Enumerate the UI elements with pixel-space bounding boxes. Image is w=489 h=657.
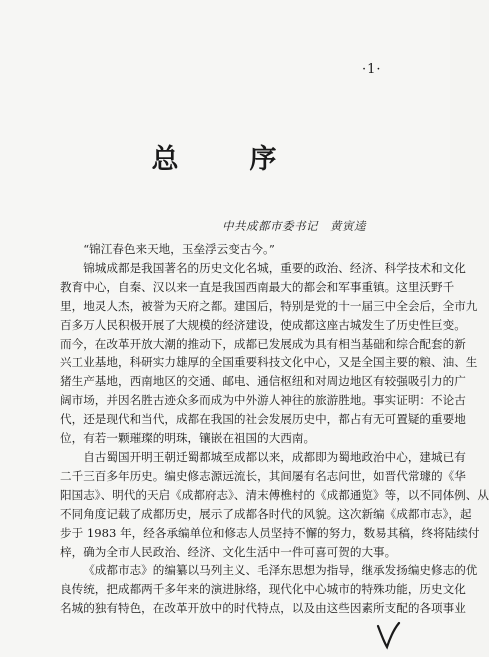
paragraph [60,448,489,561]
text-line: 猪生产基地，西南地区的交通、邮电、通信枢纽和对周边地区有较强吸引力的广 [60,374,466,389]
paragraph [60,561,478,618]
page-title: 总 序 [151,144,299,175]
text-line: 锦城成都是我国著名的历史文化名城，重要的政治、经济、科学技术和文化 [83,260,466,275]
text-line: 良传统，把成都两千多年来的演进脉络，现代化中心城市的特殊功能，历史文化 [60,582,466,597]
body-text [60,240,489,618]
text-line: 梓，确为全市人民政治、经济、文化生活中一件可喜可贺的大事。 [60,544,397,559]
text-line: 自古蜀国开明王朝迁蜀都城至成都以来，成都即为蜀地政治中心，建城已有 [83,449,466,464]
text-line: 代，还是现代和当代，成都在我国的社会发展历史中，都占有无可置疑的重要地 [60,412,466,427]
text-line: 二千三百多年历史。编史修志源远流长，其间屡有名志问世，如晋代常璩的《华 [60,468,466,483]
text-line: 阔市场，并因名胜古迹众多而成为中外游人神往的旅游胜地。事实证明：不论古 [60,393,466,408]
text-line: 百多万人民积极开展了大规模的经济建设，使成都这座古城发生了历史性巨变。 [60,317,466,332]
text-line: 教育中心，自秦、汉以来一直是我国西南最大的都会和军事重镇。这里沃野千 [60,279,455,294]
text-line: “锦江春色来天地，玉垒浮云变古今。” [83,242,275,256]
paragraph [60,240,388,259]
text-line: 位，有若一颗璀璨的明珠，镶嵌在祖国的大西南。 [60,431,316,446]
text-line: 名城的独有特色，在改革开放中的时代特点，以及由这些因素所支配的各项事业 [60,601,466,616]
paragraph [60,259,478,448]
text-line: 步于 1983 年，经各承编单位和修志人员坚持不懈的努力，数易其稿，终将陆续付 [60,525,480,540]
text-line: 《成都市志》的编纂以马列主义、毛泽东思想为指导，继承发扬编史修志的优 [83,563,478,578]
text-line: 而今，在改革开放大潮的推动下，成都已发展成为具有相当基础和综合配套的新 [60,336,466,351]
text-line: 兴工业基地，科研实力雄厚的全国重要科技文化中心，又是全国主要的粮、油、生 [60,355,478,370]
text-line: 不同角度记载了成都历史，展示了成都各时代的风貌。这次新编《成都市志》，起 [60,506,472,521]
text-line: 阳国志》、明代的天启《成都府志》、清末傅樵村的《成都通览》等，以不同体例、从 [60,487,489,502]
author-line: 中共成都市委书记 黄寅逵 [222,219,366,233]
page-number: ·1· [362,62,382,77]
text-line: 里，地灵人杰，被誉为天府之都。建国后，特别是党的十一届三中全会后，全市九 [60,298,478,313]
handwritten-mark-icon [375,620,401,650]
